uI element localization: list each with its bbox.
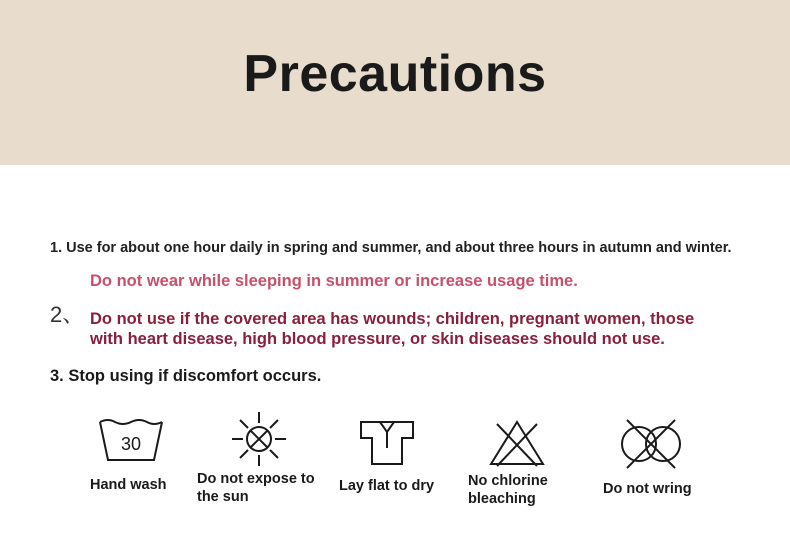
wash-temperature: 30 [120,434,142,454]
care-label-hand-wash: Hand wash [90,477,167,493]
care-label-no-wring: Do not wring [603,481,692,497]
do-not-wring-icon [613,416,689,477]
precaution-item-1: 1. Use for about one hour daily in spring and summer, and about three hours in autumn and winter. [50,240,732,256]
care-label-lay-flat: Lay flat to dry [339,478,435,494]
hand-wash-icon [96,416,166,469]
lay-flat-dry-icon [358,418,416,473]
care-label-no-sun: Do not expose to the sun [197,471,315,505]
care-label-no-chlorine: No chlorine bleaching [468,473,548,507]
precaution-item-3: 3. Stop using if discomfort occurs. [50,367,322,385]
no-sun-icon [230,410,288,473]
precaution-item-2-line-1: Do not wear while sleeping in summer or increase usage time. [90,272,578,290]
no-chlorine-bleach-icon [487,418,547,473]
precaution-item-2-number: 2、 [50,302,85,327]
precaution-item-2-line-2: Do not use if the covered area has wounds; children, pregnant women, those with heart disease, high blood pressure, or skin diseases should not use. [90,310,695,348]
page-title: Precautions [243,45,547,103]
